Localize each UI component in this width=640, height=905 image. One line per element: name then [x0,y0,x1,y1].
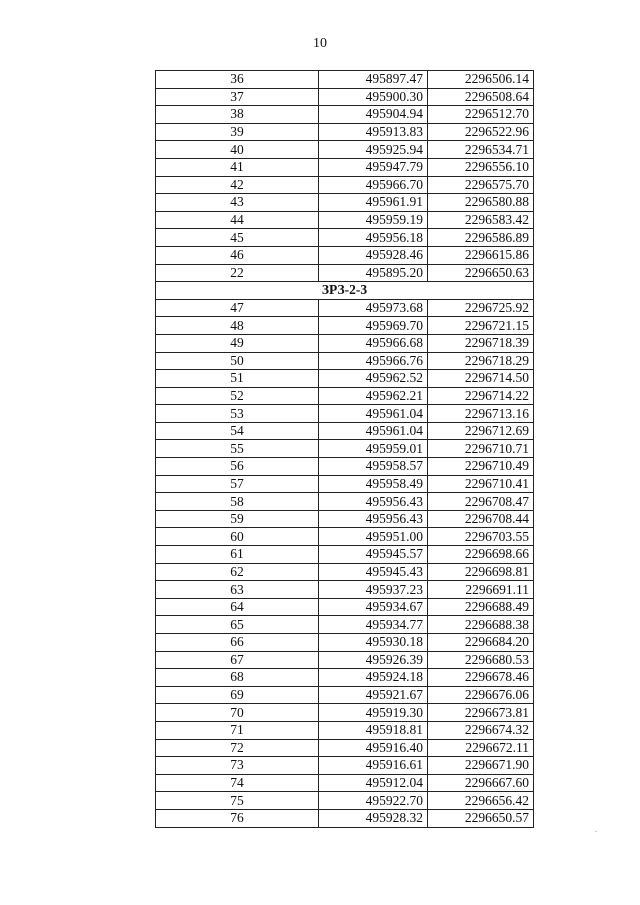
x-coordinate-cell: 495947.79 [319,158,428,176]
table-row [156,334,534,352]
table-row [156,405,534,423]
y-coordinate-cell: 2296684.20 [428,634,534,652]
table-row [156,317,534,335]
point-number-cell: 46 [156,246,319,264]
y-coordinate-cell: 2296698.81 [428,563,534,581]
x-coordinate-cell: 495966.76 [319,352,428,370]
point-number-cell: 54 [156,422,319,440]
x-coordinate-cell: 495958.49 [319,475,428,493]
table-row [156,299,534,317]
table-row [156,704,534,722]
point-number-cell: 44 [156,211,319,229]
point-number-cell: 36 [156,71,319,89]
y-coordinate-cell: 2296698.66 [428,546,534,564]
x-coordinate-cell: 495924.18 [319,669,428,687]
y-coordinate-cell: 2296688.38 [428,616,534,634]
table-row [156,387,534,405]
x-coordinate-cell: 495937.23 [319,581,428,599]
table-row [156,651,534,669]
y-coordinate-cell: 2296688.49 [428,598,534,616]
point-number-cell: 60 [156,528,319,546]
coordinates-table [155,70,534,828]
y-coordinate-cell: 2296667.60 [428,774,534,792]
x-coordinate-cell: 495969.70 [319,317,428,335]
y-coordinate-cell: 2296710.71 [428,440,534,458]
table-row [156,475,534,493]
y-coordinate-cell: 2296671.90 [428,757,534,775]
table-row [156,158,534,176]
point-number-cell: 47 [156,299,319,317]
x-coordinate-cell: 495925.94 [319,141,428,159]
x-coordinate-cell: 495958.57 [319,458,428,476]
y-coordinate-cell: 2296656.42 [428,792,534,810]
table-row [156,370,534,388]
y-coordinate-cell: 2296508.64 [428,88,534,106]
y-coordinate-cell: 2296713.16 [428,405,534,423]
x-coordinate-cell: 495919.30 [319,704,428,722]
point-number-cell: 57 [156,475,319,493]
point-number-cell: 50 [156,352,319,370]
x-coordinate-cell: 495945.57 [319,546,428,564]
x-coordinate-cell: 495926.39 [319,651,428,669]
y-coordinate-cell: 2296575.70 [428,176,534,194]
x-coordinate-cell: 495961.04 [319,405,428,423]
x-coordinate-cell: 495962.21 [319,387,428,405]
point-number-cell: 69 [156,686,319,704]
x-coordinate-cell: 495959.19 [319,211,428,229]
point-number-cell: 70 [156,704,319,722]
table-row [156,510,534,528]
point-number-cell: 58 [156,493,319,511]
table-row [156,422,534,440]
x-coordinate-cell: 495934.77 [319,616,428,634]
point-number-cell: 75 [156,792,319,810]
table-row [156,458,534,476]
table-row [156,246,534,264]
y-coordinate-cell: 2296674.32 [428,721,534,739]
x-coordinate-cell: 495916.40 [319,739,428,757]
x-coordinate-cell: 495945.43 [319,563,428,581]
table-row [156,123,534,141]
table-row [156,616,534,634]
table-row [156,440,534,458]
x-coordinate-cell: 495956.18 [319,229,428,247]
section-title: ЗРЗ-2-3 [156,282,534,300]
x-coordinate-cell: 495934.67 [319,598,428,616]
table-row [156,211,534,229]
y-coordinate-cell: 2296725.92 [428,299,534,317]
table-row [156,88,534,106]
page-number: 10 [313,36,327,51]
point-number-cell: 38 [156,106,319,124]
table-row [156,809,534,827]
point-number-cell: 43 [156,194,319,212]
point-number-cell: 40 [156,141,319,159]
point-number-cell: 71 [156,721,319,739]
y-coordinate-cell: 2296680.53 [428,651,534,669]
table-row [156,264,534,282]
table-row [156,581,534,599]
y-coordinate-cell: 2296721.15 [428,317,534,335]
y-coordinate-cell: 2296676.06 [428,686,534,704]
point-number-cell: 63 [156,581,319,599]
table-row [156,757,534,775]
y-coordinate-cell: 2296583.42 [428,211,534,229]
point-number-cell: 56 [156,458,319,476]
point-number-cell: 48 [156,317,319,335]
x-coordinate-cell: 495921.67 [319,686,428,704]
x-coordinate-cell: 495922.70 [319,792,428,810]
x-coordinate-cell: 495913.83 [319,123,428,141]
section-header-row [156,282,534,300]
x-coordinate-cell: 495916.61 [319,757,428,775]
y-coordinate-cell: 2296586.89 [428,229,534,247]
table-row [156,493,534,511]
point-number-cell: 41 [156,158,319,176]
x-coordinate-cell: 495956.43 [319,493,428,511]
table-row [156,546,534,564]
point-number-cell: 49 [156,334,319,352]
point-number-cell: 65 [156,616,319,634]
y-coordinate-cell: 2296712.69 [428,422,534,440]
table-row [156,352,534,370]
x-coordinate-cell: 495918.81 [319,721,428,739]
point-number-cell: 59 [156,510,319,528]
table-row [156,739,534,757]
y-coordinate-cell: 2296703.55 [428,528,534,546]
point-number-cell: 55 [156,440,319,458]
point-number-cell: 67 [156,651,319,669]
table-row [156,141,534,159]
point-number-cell: 45 [156,229,319,247]
table-row [156,792,534,810]
point-number-cell: 62 [156,563,319,581]
table-row [156,563,534,581]
y-coordinate-cell: 2296556.10 [428,158,534,176]
y-coordinate-cell: 2296650.57 [428,809,534,827]
x-coordinate-cell: 495895.20 [319,264,428,282]
point-number-cell: 73 [156,757,319,775]
point-number-cell: 52 [156,387,319,405]
table-row [156,634,534,652]
x-coordinate-cell: 495962.52 [319,370,428,388]
x-coordinate-cell: 495959.01 [319,440,428,458]
y-coordinate-cell: 2296710.49 [428,458,534,476]
table-row [156,669,534,687]
table-row [156,686,534,704]
point-number-cell: 72 [156,739,319,757]
point-number-cell: 37 [156,88,319,106]
y-coordinate-cell: 2296691.11 [428,581,534,599]
point-number-cell: 64 [156,598,319,616]
point-number-cell: 51 [156,370,319,388]
table-row [156,71,534,89]
x-coordinate-cell: 495928.32 [319,809,428,827]
x-coordinate-cell: 495904.94 [319,106,428,124]
x-coordinate-cell: 495966.68 [319,334,428,352]
x-coordinate-cell: 495900.30 [319,88,428,106]
margin-mark: . [595,824,598,834]
x-coordinate-cell: 495930.18 [319,634,428,652]
y-coordinate-cell: 2296710.41 [428,475,534,493]
x-coordinate-cell: 495928.46 [319,246,428,264]
point-number-cell: 22 [156,264,319,282]
y-coordinate-cell: 2296534.71 [428,141,534,159]
y-coordinate-cell: 2296650.63 [428,264,534,282]
table-row [156,774,534,792]
y-coordinate-cell: 2296672.11 [428,739,534,757]
point-number-cell: 76 [156,809,319,827]
point-number-cell: 66 [156,634,319,652]
table-row [156,194,534,212]
y-coordinate-cell: 2296522.96 [428,123,534,141]
table-row [156,528,534,546]
y-coordinate-cell: 2296506.14 [428,71,534,89]
x-coordinate-cell: 495961.04 [319,422,428,440]
x-coordinate-cell: 495951.00 [319,528,428,546]
y-coordinate-cell: 2296678.46 [428,669,534,687]
table-row [156,598,534,616]
x-coordinate-cell: 495961.91 [319,194,428,212]
x-coordinate-cell: 495956.43 [319,510,428,528]
y-coordinate-cell: 2296673.81 [428,704,534,722]
y-coordinate-cell: 2296580.88 [428,194,534,212]
y-coordinate-cell: 2296718.29 [428,352,534,370]
x-coordinate-cell: 495966.70 [319,176,428,194]
x-coordinate-cell: 495897.47 [319,71,428,89]
table-row [156,721,534,739]
y-coordinate-cell: 2296512.70 [428,106,534,124]
table-row [156,106,534,124]
point-number-cell: 39 [156,123,319,141]
coordinates-table-body [156,71,534,828]
point-number-cell: 74 [156,774,319,792]
y-coordinate-cell: 2296708.47 [428,493,534,511]
x-coordinate-cell: 495912.04 [319,774,428,792]
point-number-cell: 68 [156,669,319,687]
point-number-cell: 53 [156,405,319,423]
x-coordinate-cell: 495973.68 [319,299,428,317]
y-coordinate-cell: 2296708.44 [428,510,534,528]
y-coordinate-cell: 2296714.22 [428,387,534,405]
point-number-cell: 61 [156,546,319,564]
y-coordinate-cell: 2296718.39 [428,334,534,352]
y-coordinate-cell: 2296714.50 [428,370,534,388]
y-coordinate-cell: 2296615.86 [428,246,534,264]
point-number-cell: 42 [156,176,319,194]
table-row [156,229,534,247]
table-row [156,176,534,194]
